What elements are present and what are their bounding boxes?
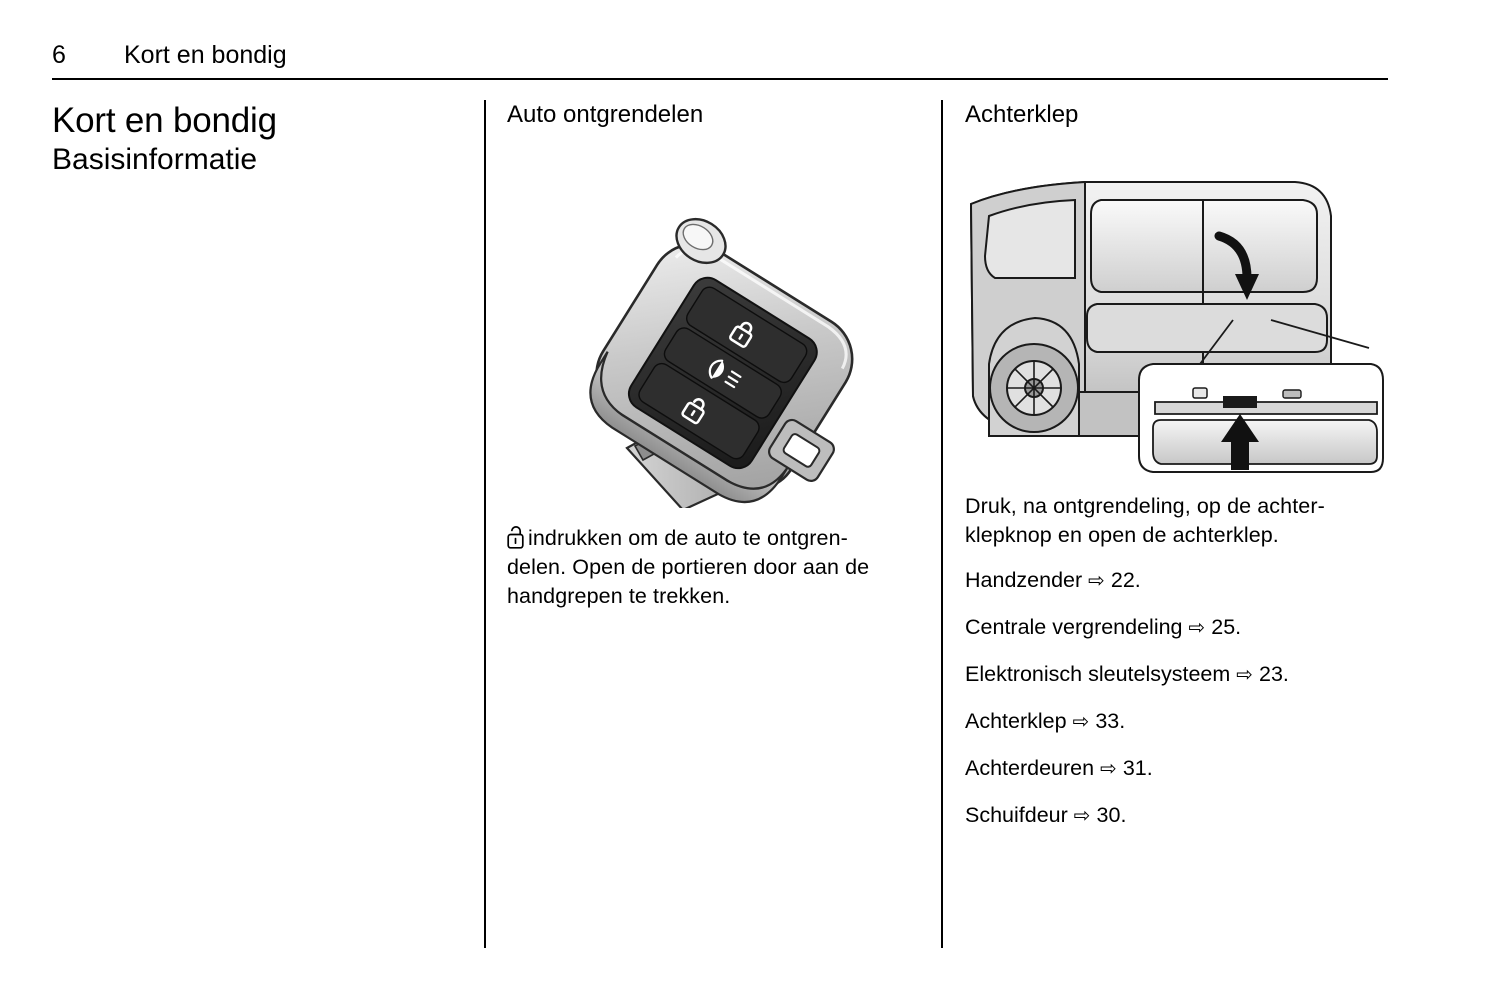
reference-page: 31. — [1122, 756, 1153, 780]
tailgate-instructions — [965, 492, 1385, 830]
caption-line-3: handgrepen te trekken. — [507, 584, 731, 608]
reference-page: 25. — [1211, 615, 1242, 639]
chapter-title: Kort en bondig — [52, 101, 277, 140]
unlock-car-heading: Auto ontgrendelen — [507, 101, 704, 128]
column-divider-right — [941, 100, 943, 948]
column-right — [965, 100, 1385, 848]
cross-reference-achterdeuren — [965, 754, 1385, 783]
running-title: Kort en bondig — [124, 41, 287, 69]
reference-label: Centrale vergrendeling — [965, 615, 1183, 639]
page-number: 6 — [52, 41, 66, 69]
column-middle — [507, 100, 917, 627]
caption-line-1: indrukken om de auto te ontgren- — [528, 526, 848, 550]
reference-label: Schuifdeur — [965, 803, 1068, 827]
tailgate-heading: Achterklep — [965, 101, 1079, 128]
cross-reference-achterklep — [965, 707, 1385, 736]
reference-label: Elektronisch sleutelsysteem — [965, 662, 1231, 686]
reference-label: Handzender — [965, 568, 1083, 592]
tailgate-paragraph-line-1: Druk, na ontgrendeling, op de achter- — [965, 494, 1325, 518]
reference-label: Achterdeuren — [965, 756, 1095, 780]
section-title: Basisinformatie — [52, 143, 258, 176]
header-divider-rule — [52, 78, 1388, 80]
column-left — [52, 100, 437, 178]
reference-arrow-icon: ⇨ — [1073, 803, 1091, 827]
cross-reference-handzender — [965, 566, 1385, 595]
page-header — [52, 40, 1388, 80]
reference-page: 30. — [1096, 803, 1127, 827]
reference-page: 33. — [1095, 709, 1126, 733]
reference-arrow-icon: ⇨ — [1072, 709, 1090, 733]
reference-arrow-icon: ⇨ — [1100, 756, 1117, 780]
reference-arrow-icon: ⇨ — [1188, 615, 1206, 639]
tailgate-paragraph-line-2: klepknop en open de achterklep. — [965, 523, 1279, 547]
unlock-car-caption — [507, 524, 917, 611]
unlock-icon — [507, 526, 524, 549]
cross-reference-schuifdeur — [965, 801, 1385, 830]
caption-line-2: delen. Open de portieren door aan de — [507, 555, 870, 579]
cross-reference-centrale-vergrendeling — [965, 613, 1385, 642]
reference-page: 22. — [1110, 568, 1141, 592]
reference-arrow-icon: ⇨ — [1088, 568, 1105, 592]
column-divider-left — [484, 100, 486, 948]
reference-arrow-icon: ⇨ — [1236, 662, 1254, 686]
reference-label: Achterklep — [965, 709, 1067, 733]
tailgate-button-illustration — [965, 152, 1385, 492]
remote-key-fob-illustration — [507, 178, 917, 508]
cross-reference-elektronisch-sleutelsysteem — [965, 660, 1385, 689]
reference-page: 23. — [1259, 662, 1289, 686]
